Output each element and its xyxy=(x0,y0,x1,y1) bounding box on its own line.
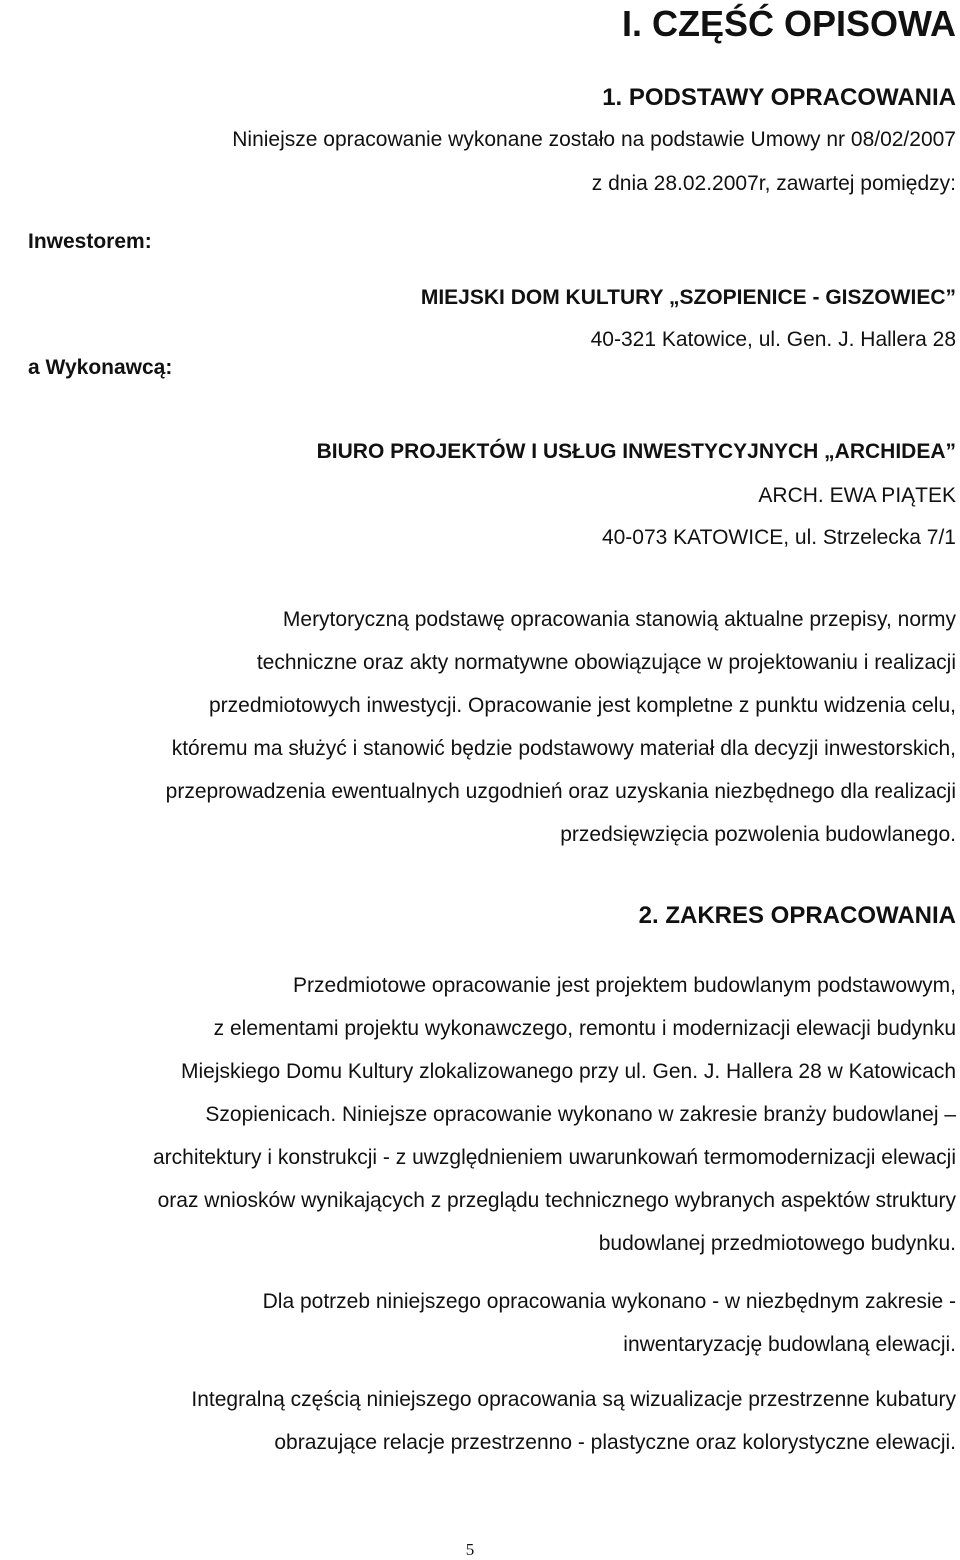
para1-line-1: Przedmiotowe opracowanie jest projektem budowlanym podstawowym, xyxy=(293,974,956,997)
para1-line-6: oraz wniosków wynikających z przeglądu technicznego wybranych aspektów struktury xyxy=(157,1189,956,1212)
investor-address: 40-321 Katowice, ul. Gen. J. Hallera 28 xyxy=(590,328,956,351)
para1-line-7: budowlanej przedmiotowego budynku. xyxy=(598,1232,956,1255)
contractor-label: a Wykonawcą: xyxy=(28,356,173,379)
contractor-person: ARCH. EWA PIĄTEK xyxy=(758,484,956,507)
body-line-1: Merytoryczną podstawę opracowania stanowią aktualne przepisy, normy xyxy=(282,608,956,631)
body-line-5: przeprowadzenia ewentualnych uzgodnień oraz uzyskania niezbędnego dla realizacji xyxy=(165,780,956,803)
para1-line-5: architektury i konstrukcji - z uwzględnieniem uwarunkowań termomodernizacji elewacji xyxy=(153,1146,956,1169)
para3-line-1: Integralną częścią niniejszego opracowania są wizualizacje przestrzenne kubatury xyxy=(191,1388,956,1411)
body-line-6: przedsięwzięcia pozwolenia budowlanego. xyxy=(560,823,956,846)
page-number: 5 xyxy=(465,1540,475,1559)
body-line-3: przedmiotowych inwestycji. Opracowanie jest kompletne z punktu widzenia celu, xyxy=(208,694,956,717)
body-line-2: techniczne oraz akty normatywne obowiązujące w projektowaniu i realizacji xyxy=(256,651,956,674)
para2-line-1: Dla potrzeb niniejszego opracowania wykonano - w niezbędnym zakresie - xyxy=(262,1290,956,1313)
intro-line-2: z dnia 28.02.2007r, zawartej pomiędzy: xyxy=(591,172,956,195)
heading-podstawy: 1. PODSTAWY OPRACOWANIA xyxy=(602,84,956,111)
para2-line-2: inwentaryzację budowlaną elewacji. xyxy=(623,1333,956,1356)
investor-name: MIEJSKI DOM KULTURY „SZOPIENICE - GISZOWIEC” xyxy=(420,286,956,309)
para3-line-2: obrazujące relacje przestrzenno - plastyczne oraz kolorystyczne elewacji. xyxy=(274,1431,956,1454)
para1-line-4: Szopienicach. Niniejsze opracowanie wykonano w zakresie branży budowlanej – xyxy=(205,1103,956,1126)
body-line-4: któremu ma służyć i stanowić będzie podstawowy materiał dla decyzji inwestorskich, xyxy=(171,737,956,760)
section-title: I. CZĘŚĆ OPISOWA xyxy=(621,3,956,44)
para1-line-3: Miejskiego Domu Kultury zlokalizowanego przy ul. Gen. J. Hallera 28 w Katowicach xyxy=(180,1060,956,1083)
contractor-address: 40-073 KATOWICE, ul. Strzelecka 7/1 xyxy=(601,526,956,549)
contractor-name: BIURO PROJEKTÓW I USŁUG INWESTYCYJNYCH „ARCHIDEA” xyxy=(316,440,956,463)
intro-line-1: Niniejsze opracowanie wykonane zostało na podstawie Umowy nr 08/02/2007 xyxy=(232,128,956,151)
heading-zakres: 2. ZAKRES OPRACOWANIA xyxy=(638,902,956,929)
investor-label: Inwestorem: xyxy=(28,230,152,253)
para1-line-2: z elementami projektu wykonawczego, remontu i modernizacji elewacji budynku xyxy=(213,1017,956,1040)
